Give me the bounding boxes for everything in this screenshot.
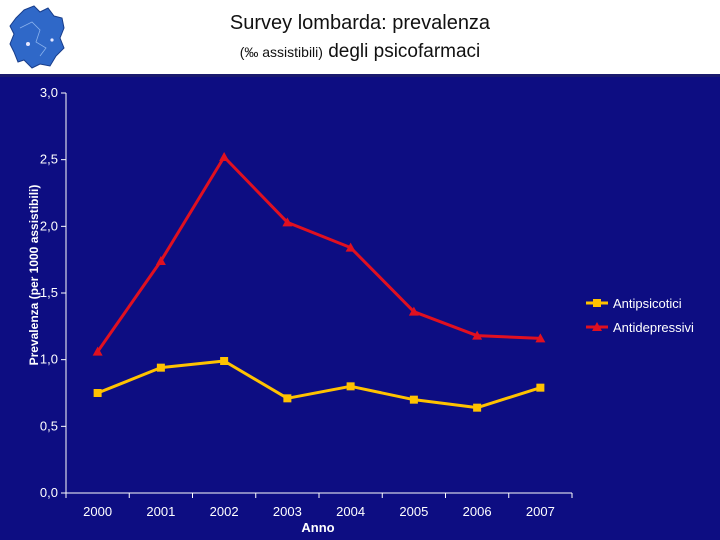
x-tick-label: 2001 — [146, 504, 176, 519]
chart-title: Survey lombarda: prevalenza — [229, 12, 491, 34]
data-point-antipsicotici — [410, 396, 418, 404]
subtitle-text: degli psicofarmaci — [322, 41, 481, 62]
y-axis-label: Prevalenza (per 1000 assistibili) — [27, 184, 41, 366]
series-line-antidepressivi — [98, 157, 541, 352]
data-point-antidepressivi — [219, 152, 229, 161]
x-axis-label: Anno — [301, 520, 335, 535]
y-tick-label: 1,0 — [39, 351, 58, 367]
subtitle-unit: (‰ assistibili) — [239, 44, 323, 60]
data-point-antipsicotici — [94, 389, 102, 397]
data-point-antipsicotici — [220, 357, 228, 365]
x-tick-label: 2004 — [336, 504, 366, 519]
x-tick-label: 2005 — [399, 504, 429, 519]
y-tick-label: 1,5 — [39, 285, 58, 300]
data-point-antipsicotici — [473, 404, 481, 412]
legend-label: Antidepressivi — [613, 320, 694, 335]
x-tick-label: 2003 — [272, 504, 302, 519]
y-tick-label: 0,5 — [39, 418, 58, 434]
y-tick-label: 0,0 — [39, 485, 58, 500]
data-point-antipsicotici — [347, 382, 355, 390]
data-point-antipsicotici — [157, 364, 165, 372]
data-point-antipsicotici — [283, 394, 291, 402]
x-tick-label: 2002 — [209, 504, 239, 519]
legend-label: Antipsicotici — [613, 296, 682, 311]
x-tick-label: 2007 — [525, 504, 555, 519]
x-tick-label: 2006 — [462, 504, 492, 519]
y-tick-label: 2,0 — [39, 218, 58, 234]
data-point-antipsicotici — [536, 384, 544, 392]
x-tick-label: 2000 — [83, 504, 113, 519]
legend-marker — [593, 299, 601, 307]
y-tick-label: 3,0 — [39, 85, 58, 100]
y-tick-label: 2,5 — [39, 151, 58, 167]
